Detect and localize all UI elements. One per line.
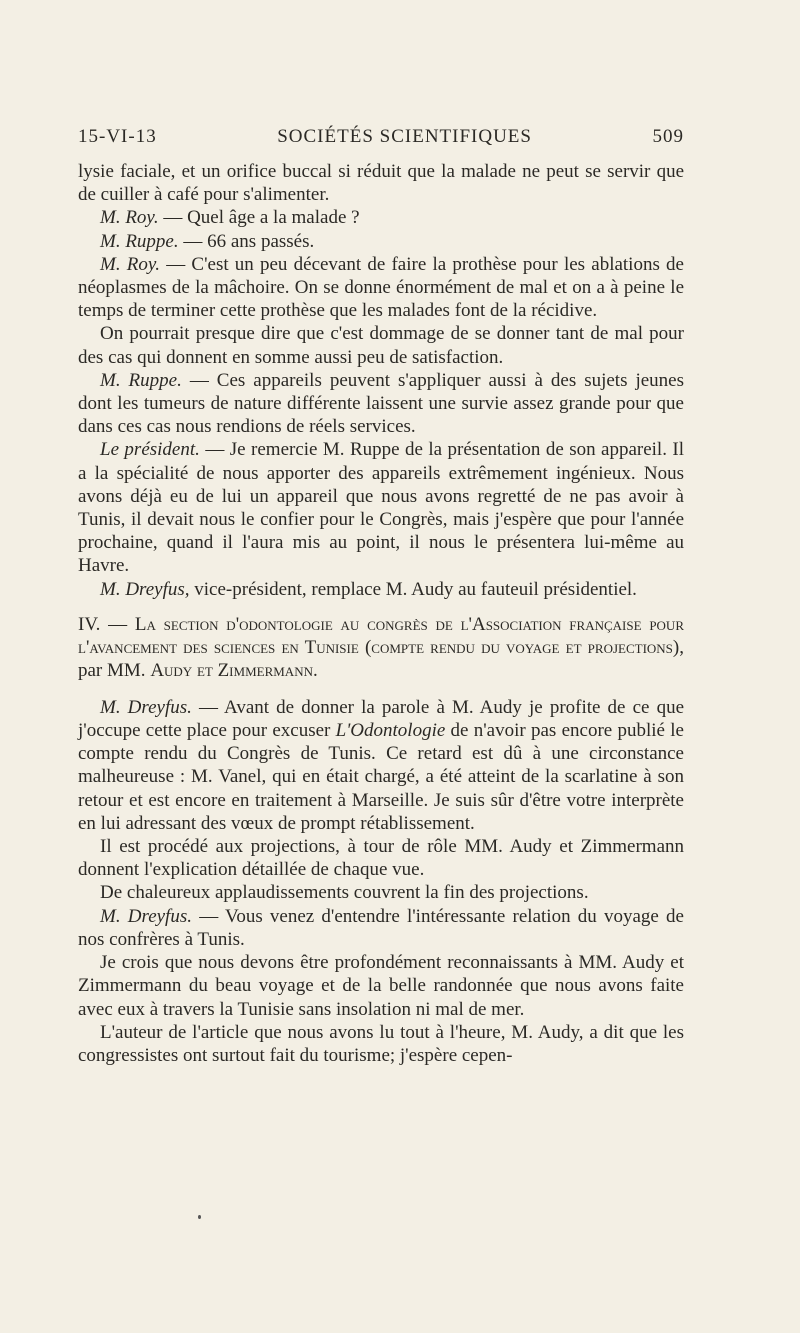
journal-title: L'Odontologie	[335, 720, 446, 742]
paragraph: M. Ruppe. — Ces appareils peuvent s'appliquer aussi à des sujets jeunes dont les tumeurs de nature différente laissent une survie assez grande pour que dans ces cas nous rendions de réels services.	[78, 369, 684, 438]
paragraph: De chaleureux applaudissements couvrent la fin des projections.	[100, 882, 589, 904]
running-header	[78, 126, 684, 148]
paragraph: Le président. — Je remercie M. Ruppe de la présentation de son appareil. Il a la spécialité de nous apporter des appareils extrêmement ingénieux. Nous avons déjà eu de lui un appareil que nous avons regretté de ne pas avoir à Tunis, il devait nous le confier pour le Congrès, mais j'espère que pour l'année prochaine, quand il l'aura mis au point, il nous le présentera lui-même au Havre.	[78, 439, 685, 577]
speaker: M. Dreyfus,	[100, 578, 190, 600]
ink-speck	[198, 1215, 201, 1219]
paragraph: M. Dreyfus. — Vous venez d'entendre l'intéressante relation du voyage de nos confrères à Tunis.	[78, 905, 684, 950]
speaker: M. Dreyfus.	[100, 696, 192, 718]
speaker: M. Ruppe.	[100, 369, 182, 391]
paragraph: M. Dreyfus, vice-président, remplace M. Audy au fauteuil présidentiel.	[100, 578, 637, 600]
section-heading: IV. — La section d'odontologie au congrès de l'Association française pour l'avancement des sciences en Tunisie (compte rendu du voyage et projections), par MM. Audy et Zimmermann.	[78, 613, 684, 681]
paragraph: L'auteur de l'article que nous avons lu tout à l'heure, M. Audy, a dit que les congressistes ont surtout fait du tourisme; j'espère cepen-	[78, 1021, 684, 1066]
speaker: M. Roy.	[100, 253, 161, 275]
section-number: IV. —	[78, 613, 135, 635]
section-authors: Audy et Zimmermann.	[150, 659, 318, 681]
paragraph: Je crois que nous devons être profondément reconnaissants à MM. Audy et Zimmermann du beau voyage et de la belle randonnée que nous avons faite avec eux à travers la Tunisie sans insolation ni mal de mer.	[78, 952, 684, 1020]
speaker: M. Roy.	[100, 207, 159, 229]
paragraph: Il est procédé aux projections, à tour de rôle MM. Audy et Zimmermann donnent l'explication détaillée de chaque vue.	[78, 836, 684, 881]
speaker: M. Dreyfus.	[100, 905, 192, 927]
speaker: Le président.	[100, 439, 200, 461]
paragraph: M. Roy. — C'est un peu décevant de faire la prothèse pour les ablations de néoplasmes de la mâchoire. On se donne énormément de mal et on a à peine le temps de terminer cette prothèse que les malades font de la récidive.	[78, 253, 684, 322]
speaker: M. Ruppe.	[100, 230, 179, 252]
paragraph: lysie faciale, et un orifice buccal si réduit que la malade ne peut se servir que de cuiller à café pour s'alimenter.	[78, 161, 684, 206]
section-title: La section d'odontologie au congrès de l'Association française pour l'avancement des sciences en Tunisie (compte rendu du voyage et projections),	[78, 613, 684, 658]
page-body	[78, 160, 684, 1067]
paragraph: M. Roy. — Quel âge a la malade ?	[100, 207, 360, 229]
header-date: 15-VI-13	[78, 126, 157, 147]
paragraph: M. Dreyfus. — Avant de donner la parole à M. Audy je profite de ce que j'occupe cette place pour excuser L'Odontologie de n'avoir pas encore publié le compte rendu du Congrès de Tunis. Ce retard est dû à une circonstance malheureuse : M. Vanel, qui en était chargé, a été atteint de la scarlatine à son retour et est encore en traitement à Marseille. Je suis sûr d'être votre interprète en lui adressant des vœux de prompt rétablissement.	[78, 696, 684, 834]
header-title: SOCIÉTÉS SCIENTIFIQUES	[277, 126, 532, 147]
paragraph: On pourrait presque dire que c'est dommage de se donner tant de mal pour des cas qui donnent en somme aussi peu de satisfaction.	[78, 323, 684, 368]
paragraph: M. Ruppe. — 66 ans passés.	[100, 230, 315, 252]
page-number: 509	[652, 126, 684, 147]
